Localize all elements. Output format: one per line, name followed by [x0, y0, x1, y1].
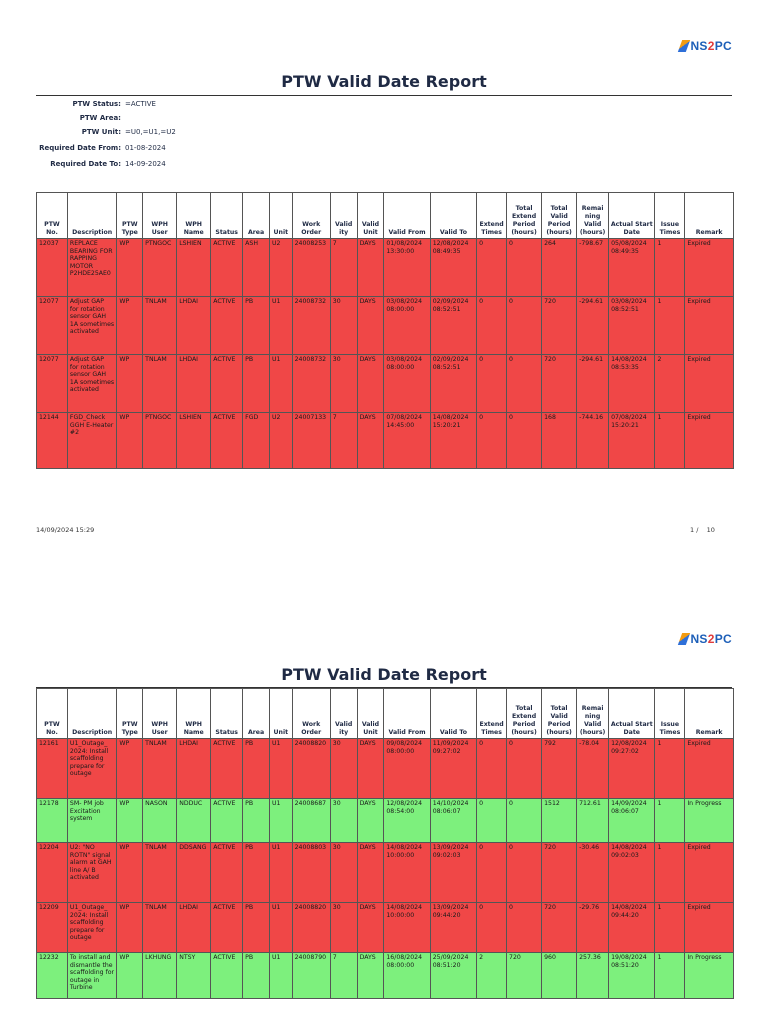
- table-cell: U1_Outage_ 2024: Install scaffolding prepare for outage: [67, 903, 116, 953]
- table-cell: To install and dismantle the scaffolding for outage in Turbine: [67, 953, 116, 999]
- column-header: Valid Unit: [357, 193, 384, 239]
- table-row: [37, 413, 734, 469]
- column-header: Extend Times: [477, 193, 507, 239]
- table-cell: ACTIVE: [211, 953, 243, 999]
- table-cell: ACTIVE: [211, 903, 243, 953]
- table-cell: DAYS: [357, 413, 384, 469]
- table-cell: 0: [507, 903, 542, 953]
- report-filters: [36, 96, 176, 172]
- table-cell: LSHIEN: [177, 413, 211, 469]
- table-cell: NDDUC: [177, 799, 211, 843]
- table-cell: 30: [330, 903, 357, 953]
- table-cell: LHDAI: [177, 297, 211, 355]
- table-cell: WP: [117, 739, 143, 799]
- table-cell: 720: [507, 953, 542, 999]
- table-cell: 0: [477, 903, 507, 953]
- table-cell: 14/08/2024 08:53:35: [609, 355, 655, 413]
- column-header: Area: [243, 193, 270, 239]
- table-row: [37, 297, 734, 355]
- table-cell: PB: [243, 843, 270, 903]
- table-cell: Expired: [685, 355, 734, 413]
- table-cell: PTNGOC: [143, 413, 177, 469]
- table-cell: 12077: [37, 297, 68, 355]
- table-cell: 1512: [542, 799, 577, 843]
- table-cell: DAYS: [357, 297, 384, 355]
- table-cell: U2: [269, 413, 292, 469]
- table-cell: 168: [542, 413, 577, 469]
- table-cell: 12232: [37, 953, 68, 999]
- table-cell: 0: [477, 297, 507, 355]
- table-cell: WP: [117, 843, 143, 903]
- table-cell: 13/09/2024 09:44:20: [430, 903, 476, 953]
- table-cell: 264: [542, 239, 577, 297]
- column-header: Description: [67, 193, 116, 239]
- table-cell: DAYS: [357, 903, 384, 953]
- table-cell: U2: [269, 239, 292, 297]
- table-cell: 0: [477, 239, 507, 297]
- table-cell: 14/08/2024 10:00:00: [384, 843, 430, 903]
- table-cell: -29.76: [577, 903, 609, 953]
- table-cell: 24008732: [292, 355, 330, 413]
- table-cell: 12144: [37, 413, 68, 469]
- column-header: Valid To: [430, 193, 476, 239]
- table-cell: 0: [507, 413, 542, 469]
- column-header: Issue Times: [655, 689, 685, 739]
- table-cell: 720: [542, 843, 577, 903]
- table-cell: PTNGOC: [143, 239, 177, 297]
- table-cell: WP: [117, 355, 143, 413]
- table-row: [37, 953, 734, 999]
- table-cell: WP: [117, 413, 143, 469]
- table-cell: Adjust GAP for rotation sensor GAH 1A sometimes activated: [67, 355, 116, 413]
- table-cell: TNLAM: [143, 355, 177, 413]
- table-cell: U1: [269, 799, 292, 843]
- table-cell: 720: [542, 903, 577, 953]
- column-header: Valid From: [384, 193, 430, 239]
- table-cell: DAYS: [357, 239, 384, 297]
- column-header: WPH Name: [177, 689, 211, 739]
- table-cell: 12/08/2024 09:27:02: [609, 739, 655, 799]
- table-cell: 24008803: [292, 843, 330, 903]
- table-cell: 720: [542, 297, 577, 355]
- table-cell: 03/08/2024 08:52:51: [609, 297, 655, 355]
- column-header: Valid ity: [330, 193, 357, 239]
- column-header: Area: [243, 689, 270, 739]
- table-cell: 720: [542, 355, 577, 413]
- table-cell: DAYS: [357, 739, 384, 799]
- column-header: Extend Times: [477, 689, 507, 739]
- filter-row: PTW Status: =ACTIVE: [72, 100, 156, 108]
- table-cell: 02/09/2024 08:52:51: [430, 297, 476, 355]
- table-cell: 25/09/2024 08:51:20: [430, 953, 476, 999]
- table-cell: 0: [477, 843, 507, 903]
- column-header: Actual Start Date: [609, 193, 655, 239]
- table-cell: TNLAM: [143, 297, 177, 355]
- table-cell: WP: [117, 903, 143, 953]
- table-cell: 960: [542, 953, 577, 999]
- table-cell: U1: [269, 355, 292, 413]
- table-cell: SM- PM job Excitation system: [67, 799, 116, 843]
- column-header: Total Valid Period (hours): [542, 193, 577, 239]
- logo-mark-icon: [678, 633, 690, 645]
- table-cell: ACTIVE: [211, 239, 243, 297]
- table-cell: U1: [269, 953, 292, 999]
- table-cell: 12161: [37, 739, 68, 799]
- table-cell: 1: [655, 953, 685, 999]
- column-header: WPH Name: [177, 193, 211, 239]
- table-cell: U1: [269, 903, 292, 953]
- column-header: Remai ning Valid (hours): [577, 689, 609, 739]
- table-cell: 24007133: [292, 413, 330, 469]
- table-cell: NTSY: [177, 953, 211, 999]
- table-cell: U2: "NO ROTN" signal alarm at GAH line A/ B activated: [67, 843, 116, 903]
- table-cell: ACTIVE: [211, 355, 243, 413]
- table-cell: 712.61: [577, 799, 609, 843]
- table-cell: 13/09/2024 09:02:03: [430, 843, 476, 903]
- filter-row: PTW Area:: [79, 114, 121, 122]
- column-header: Total Extend Period (hours): [507, 689, 542, 739]
- table-cell: 0: [507, 739, 542, 799]
- table-cell: 1: [655, 903, 685, 953]
- table-cell: 30: [330, 355, 357, 413]
- table-cell: PB: [243, 739, 270, 799]
- ptw-table-page1: [36, 192, 734, 469]
- table-cell: 7: [330, 953, 357, 999]
- table-cell: REPLACE BEARING FOR RAPPING MOTOR P2HDE25AE0: [67, 239, 116, 297]
- table-cell: DAYS: [357, 953, 384, 999]
- table-cell: 24008790: [292, 953, 330, 999]
- table-cell: PB: [243, 903, 270, 953]
- table-cell: 0: [507, 843, 542, 903]
- table-cell: 12077: [37, 355, 68, 413]
- table-cell: -30.46: [577, 843, 609, 903]
- table-cell: DAYS: [357, 355, 384, 413]
- table-cell: 02/09/2024 08:52:51: [430, 355, 476, 413]
- column-header: Remai ning Valid (hours): [577, 193, 609, 239]
- footer-datetime: 14/09/2024 15:29: [36, 526, 95, 534]
- table-cell: Expired: [685, 739, 734, 799]
- table-row: [37, 903, 734, 953]
- table-cell: 30: [330, 739, 357, 799]
- table-cell: 14/09/2024 08:06:07: [609, 799, 655, 843]
- table-cell: 01/08/2024 13:30:00: [384, 239, 430, 297]
- table-cell: 24008732: [292, 297, 330, 355]
- table-cell: ASH: [243, 239, 270, 297]
- table-cell: PB: [243, 297, 270, 355]
- table-cell: WP: [117, 799, 143, 843]
- table-cell: 792: [542, 739, 577, 799]
- filter-row: PTW Unit: =U0,=U1,=U2: [81, 128, 176, 136]
- table-cell: TNLAM: [143, 843, 177, 903]
- table-cell: 24008687: [292, 799, 330, 843]
- table-header-row: [37, 193, 734, 239]
- table-row: [37, 355, 734, 413]
- table-cell: LHDAI: [177, 903, 211, 953]
- column-header: Status: [211, 689, 243, 739]
- table-cell: 1: [655, 297, 685, 355]
- table-cell: 1: [655, 413, 685, 469]
- logo-mark-icon: [678, 40, 690, 52]
- table-row: [37, 799, 734, 843]
- table-cell: PB: [243, 953, 270, 999]
- table-cell: 11/09/2024 09:27:02: [430, 739, 476, 799]
- column-header: Work Order: [292, 689, 330, 739]
- table-cell: 0: [477, 355, 507, 413]
- table-cell: 12209: [37, 903, 68, 953]
- table-cell: LSHIEN: [177, 239, 211, 297]
- table-cell: 14/08/2024 15:20:21: [430, 413, 476, 469]
- column-header: PTW No.: [37, 193, 68, 239]
- table-cell: DDSANG: [177, 843, 211, 903]
- table-cell: 05/08/2024 08:49:35: [609, 239, 655, 297]
- table-cell: -294.61: [577, 297, 609, 355]
- column-header: PTW Type: [117, 193, 143, 239]
- column-header: Remark: [685, 193, 734, 239]
- table-cell: U1: [269, 843, 292, 903]
- table-row: [37, 239, 734, 297]
- table-cell: 16/08/2024 08:00:00: [384, 953, 430, 999]
- table-cell: Expired: [685, 239, 734, 297]
- table-cell: -78.04: [577, 739, 609, 799]
- table-cell: 12037: [37, 239, 68, 297]
- table-cell: 1: [655, 799, 685, 843]
- table-cell: 2: [477, 953, 507, 999]
- footer-page-number: 1 / 10: [690, 526, 715, 534]
- table-cell: U1: [269, 739, 292, 799]
- table-cell: 14/08/2024 09:02:03: [609, 843, 655, 903]
- table-cell: -798.67: [577, 239, 609, 297]
- table-cell: 07/08/2024 14:45:00: [384, 413, 430, 469]
- column-header: Description: [67, 689, 116, 739]
- table-cell: 19/08/2024 08:51:20: [609, 953, 655, 999]
- column-header: Unit: [269, 689, 292, 739]
- column-header: Total Extend Period (hours): [507, 193, 542, 239]
- report-title: PTW Valid Date Report: [281, 665, 487, 684]
- table-cell: -294.61: [577, 355, 609, 413]
- table-cell: DAYS: [357, 843, 384, 903]
- table-cell: LHDAI: [177, 355, 211, 413]
- table-cell: LKHUNG: [143, 953, 177, 999]
- table-row: [37, 739, 734, 799]
- table-cell: 0: [507, 355, 542, 413]
- table-cell: 12/08/2024 08:49:35: [430, 239, 476, 297]
- table-cell: 30: [330, 799, 357, 843]
- table-cell: 24008253: [292, 239, 330, 297]
- table-cell: WP: [117, 953, 143, 999]
- table-cell: FGD_Check GGH E-Heater #2: [67, 413, 116, 469]
- table-cell: ACTIVE: [211, 799, 243, 843]
- column-header: Remark: [685, 689, 734, 739]
- table-cell: 14/10/2024 08:06:07: [430, 799, 476, 843]
- table-cell: -744.16: [577, 413, 609, 469]
- table-cell: Adjust GAP for rotation sensor GAH 1A sometimes activated: [67, 297, 116, 355]
- column-header: Valid From: [384, 689, 430, 739]
- table-cell: 24008820: [292, 739, 330, 799]
- column-header: Actual Start Date: [609, 689, 655, 739]
- table-cell: Expired: [685, 903, 734, 953]
- table-cell: Expired: [685, 297, 734, 355]
- table-cell: U1_Outage_ 2024: Install scaffolding prepare for outage: [67, 739, 116, 799]
- table-cell: 1: [655, 239, 685, 297]
- table-cell: FGD: [243, 413, 270, 469]
- table-cell: 0: [507, 239, 542, 297]
- table-cell: 03/08/2024 08:00:00: [384, 297, 430, 355]
- table-cell: 30: [330, 297, 357, 355]
- report-title: PTW Valid Date Report: [281, 72, 487, 91]
- table-cell: U1: [269, 297, 292, 355]
- table-cell: 0: [507, 799, 542, 843]
- table-cell: TNLAM: [143, 739, 177, 799]
- table-cell: 7: [330, 239, 357, 297]
- table-cell: 257.36: [577, 953, 609, 999]
- table-cell: 07/08/2024 15:20:21: [609, 413, 655, 469]
- table-cell: 0: [477, 739, 507, 799]
- table-cell: In Progress: [685, 953, 734, 999]
- table-cell: ACTIVE: [211, 297, 243, 355]
- table-cell: 0: [477, 413, 507, 469]
- column-header: Total Valid Period (hours): [542, 689, 577, 739]
- table-cell: NASON: [143, 799, 177, 843]
- company-logo: NS 2 PC: [672, 631, 732, 647]
- column-header: Issue Times: [655, 193, 685, 239]
- table-cell: 0: [507, 297, 542, 355]
- table-cell: 7: [330, 413, 357, 469]
- column-header: PTW No.: [37, 689, 68, 739]
- table-cell: DAYS: [357, 799, 384, 843]
- table-cell: In Progress: [685, 799, 734, 843]
- table-cell: 03/08/2024 08:00:00: [384, 355, 430, 413]
- table-cell: 1: [655, 739, 685, 799]
- column-header: Work Order: [292, 193, 330, 239]
- filter-row: Required Date To: 14-09-2024: [50, 160, 166, 168]
- table-cell: PB: [243, 799, 270, 843]
- column-header: Valid To: [430, 689, 476, 739]
- table-cell: 14/08/2024 09:44:20: [609, 903, 655, 953]
- table-header-row: [37, 689, 734, 739]
- table-cell: ACTIVE: [211, 739, 243, 799]
- ptw-table-page2: [36, 688, 734, 999]
- column-header: Unit: [269, 193, 292, 239]
- table-cell: 0: [477, 799, 507, 843]
- table-cell: 09/08/2024 08:00:00: [384, 739, 430, 799]
- table-cell: 12178: [37, 799, 68, 843]
- table-row: [37, 843, 734, 903]
- column-header: WPH User: [143, 193, 177, 239]
- table-cell: PB: [243, 355, 270, 413]
- table-cell: 2: [655, 355, 685, 413]
- table-cell: TNLAM: [143, 903, 177, 953]
- table-cell: 12204: [37, 843, 68, 903]
- table-cell: 1: [655, 843, 685, 903]
- table-cell: WP: [117, 297, 143, 355]
- column-header: WPH User: [143, 689, 177, 739]
- table-cell: WP: [117, 239, 143, 297]
- filter-row: Required Date From: 01-08-2024: [39, 144, 166, 152]
- table-cell: 14/08/2024 10:00:00: [384, 903, 430, 953]
- table-cell: ACTIVE: [211, 413, 243, 469]
- column-header: Valid Unit: [357, 689, 384, 739]
- column-header: Status: [211, 193, 243, 239]
- column-header: Valid ity: [330, 689, 357, 739]
- table-cell: 30: [330, 843, 357, 903]
- table-cell: Expired: [685, 413, 734, 469]
- table-cell: Expired: [685, 843, 734, 903]
- table-cell: 24008820: [292, 903, 330, 953]
- table-cell: ACTIVE: [211, 843, 243, 903]
- company-logo: NS 2 PC: [672, 38, 732, 54]
- column-header: PTW Type: [117, 689, 143, 739]
- table-cell: LHDAI: [177, 739, 211, 799]
- table-cell: 12/08/2024 08:54:00: [384, 799, 430, 843]
